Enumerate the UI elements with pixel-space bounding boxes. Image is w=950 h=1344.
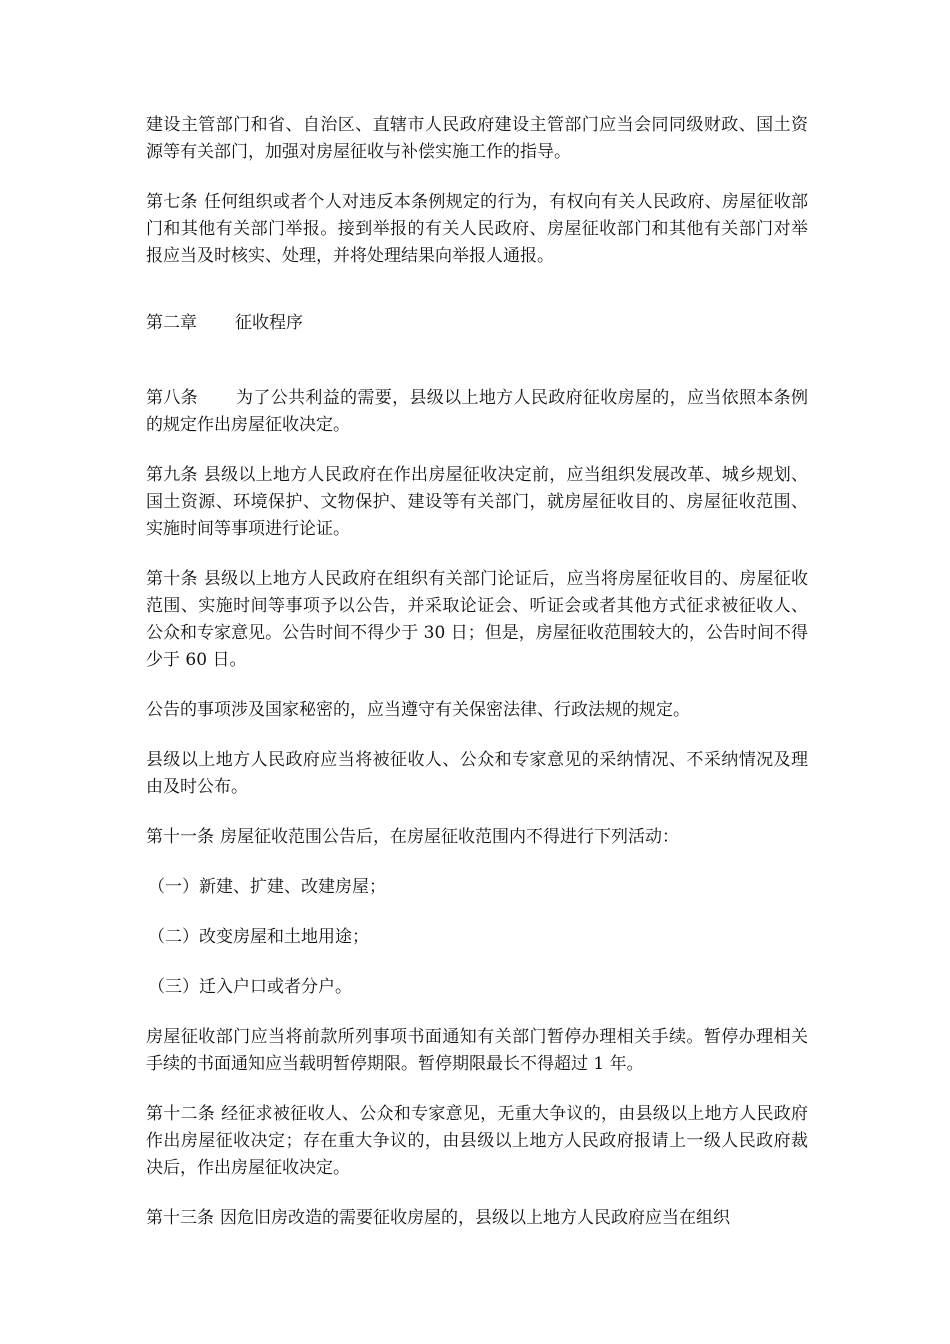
- article-number: 第八条: [146, 388, 199, 408]
- article-13: [146, 1205, 808, 1232]
- list-item-text: （二）改变房屋和土地用途；: [148, 927, 369, 947]
- article-10: [146, 566, 808, 674]
- article-text: 为了公共利益的需要，县级以上地方人民政府征收房屋的，应当依照本条例的规定作出房屋征收决定。: [146, 388, 809, 435]
- article-text: 因危旧房改造的需要征收房屋的，县级以上地方人民政府应当在组织: [220, 1208, 730, 1228]
- article-text: 房屋征收范围公告后，在房屋征收范围内不得进行下列活动：: [220, 827, 679, 847]
- article-text: 县级以上地方人民政府在组织有关部门论证后，应当将房屋征收目的、房屋征收范围、实施时间等事项予以公告，并采取论证会、听证会或者其他方式征求被征收人、公众和专家意见。公告时间不得少于 30 日；但是，房屋征收范围较大的，公告时间不得少于 60 日。: [146, 569, 809, 670]
- article-text: 县级以上地方人民政府在作出房屋征收决定前，应当组织发展改革、城乡规划、国土资源、环境保护、文物保护、建设等有关部门，就房屋征收目的、房屋征收范围、实施时间等事项进行论证。: [146, 465, 809, 539]
- article-10-paragraph-2: [146, 697, 808, 724]
- paragraph-text: 县级以上地方人民政府应当将被征收人、公众和专家意见的采纳情况、不采纳情况及理由及时公布。: [146, 750, 808, 797]
- list-item: [146, 874, 808, 901]
- list-item-text: （三）迁入户口或者分户。: [148, 977, 352, 997]
- paragraph-guidance: [146, 112, 808, 166]
- list-item-text: （一）新建、扩建、改建房屋；: [148, 877, 386, 897]
- article-number: 第十条: [146, 569, 198, 589]
- article-11: [146, 824, 808, 851]
- article-number: 第十一条: [146, 827, 214, 847]
- article-number: 第七条: [146, 192, 198, 212]
- paragraph-text: 房屋征收部门应当将前款所列事项书面通知有关部门暂停办理相关手续。暂停办理相关手续的书面通知应当载明暂停期限。暂停期限最长不得超过 1 年。: [146, 1027, 808, 1074]
- article-7: [146, 189, 808, 270]
- article-12: [146, 1101, 808, 1182]
- paragraph-text: 建设主管部门和省、自治区、直辖市人民政府建设主管部门应当会同同级财政、国土资源等有关部门，加强对房屋征收与补偿实施工作的指导。: [146, 115, 808, 162]
- article-11-paragraph-2: [146, 1024, 808, 1078]
- chapter-heading: [146, 310, 808, 337]
- article-text: 经征求被征收人、公众和专家意见，无重大争议的，由县级以上地方人民政府作出房屋征收决定；存在重大争议的，由县级以上地方人民政府报请上一级人民政府裁决后，作出房屋征收决定。: [146, 1104, 809, 1178]
- article-number: 第九条: [146, 465, 198, 485]
- article-text: 任何组织或者个人对违反本条例规定的行为，有权向有关人民政府、房屋征收部门和其他有关部门举报。接到举报的有关人民政府、房屋征收部门和其他有关部门对举报应当及时核实、处理，并将处理结果向举报人通报。: [146, 192, 809, 266]
- article-number: 第十二条: [146, 1104, 216, 1124]
- article-8: [146, 385, 808, 439]
- document-page: [146, 112, 808, 1232]
- chapter-title: 征收程序: [235, 313, 303, 333]
- article-number: 第十三条: [146, 1208, 214, 1228]
- paragraph-text: 公告的事项涉及国家秘密的，应当遵守有关保密法律、行政法规的规定。: [146, 700, 690, 720]
- article-10-paragraph-3: [146, 747, 808, 801]
- list-item: [146, 924, 808, 951]
- chapter-number: 第二章: [146, 313, 197, 333]
- article-9: [146, 462, 808, 543]
- list-item: [146, 974, 808, 1001]
